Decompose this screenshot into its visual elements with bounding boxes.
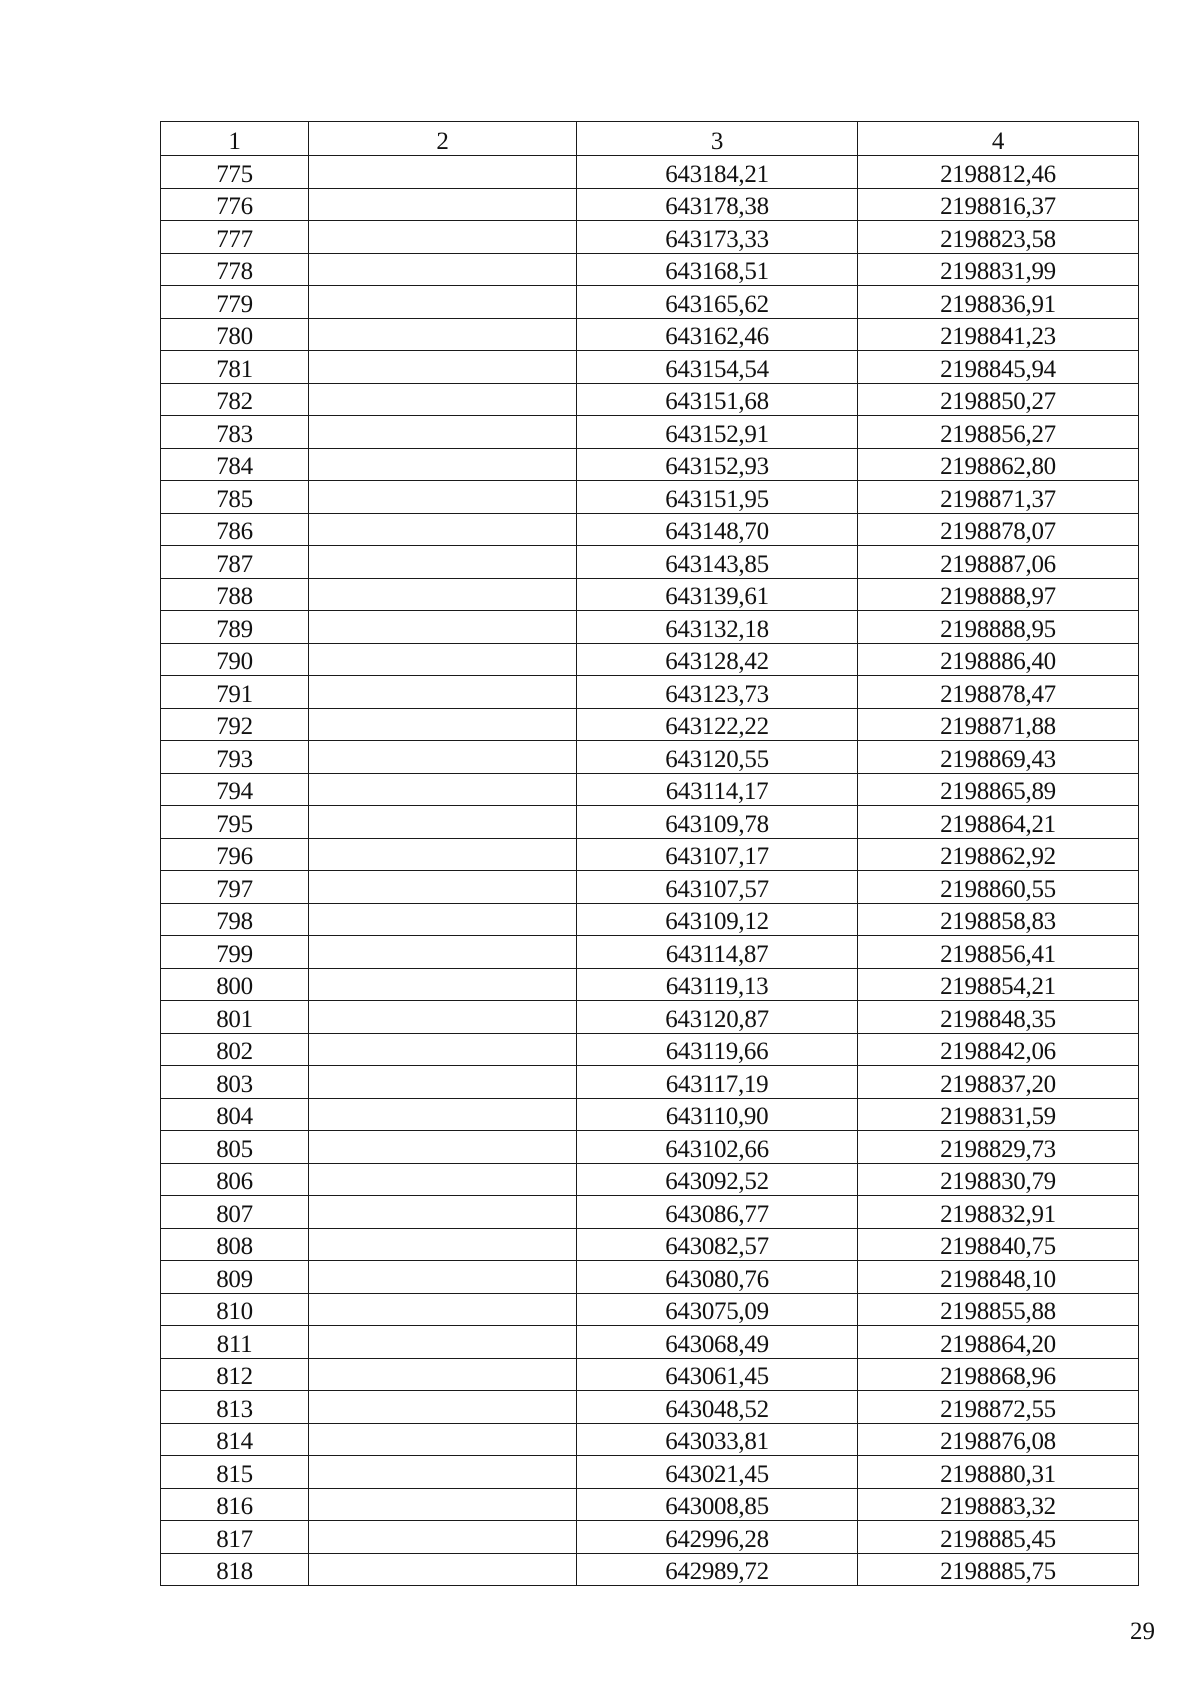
point-number-cell: 791: [161, 676, 309, 709]
y-coordinate-cell: 2198872,55: [858, 1391, 1139, 1424]
table-row: [161, 481, 1139, 514]
table-row: [161, 448, 1139, 481]
blank-cell: [309, 383, 577, 416]
table-row: [161, 1488, 1139, 1521]
blank-cell: [309, 1358, 577, 1391]
y-coordinate-cell: 2198885,75: [858, 1553, 1139, 1586]
x-coordinate-cell: 643184,21: [577, 156, 858, 189]
x-coordinate-cell: 643120,87: [577, 1001, 858, 1034]
blank-cell: [309, 741, 577, 774]
point-number-cell: 776: [161, 188, 309, 221]
point-number-cell: 806: [161, 1163, 309, 1196]
point-number-cell: 816: [161, 1488, 309, 1521]
point-number-cell: 789: [161, 611, 309, 644]
x-coordinate-cell: 643082,57: [577, 1228, 858, 1261]
point-number-cell: 782: [161, 383, 309, 416]
point-number-cell: 786: [161, 513, 309, 546]
x-coordinate-cell: 643080,76: [577, 1261, 858, 1294]
table-row: [161, 1196, 1139, 1229]
y-coordinate-cell: 2198880,31: [858, 1456, 1139, 1489]
y-coordinate-cell: 2198878,47: [858, 676, 1139, 709]
point-number-cell: 794: [161, 773, 309, 806]
table-row: [161, 1293, 1139, 1326]
table-row: [161, 416, 1139, 449]
y-coordinate-cell: 2198860,55: [858, 871, 1139, 904]
table-row: [161, 1423, 1139, 1456]
y-coordinate-cell: 2198862,80: [858, 448, 1139, 481]
table-row: [161, 708, 1139, 741]
column-header-1: 1: [161, 122, 309, 156]
blank-cell: [309, 773, 577, 806]
point-number-cell: 804: [161, 1098, 309, 1131]
point-number-cell: 805: [161, 1131, 309, 1164]
blank-cell: [309, 968, 577, 1001]
table-header: [161, 122, 1139, 156]
column-header-3: 3: [577, 122, 858, 156]
blank-cell: [309, 1423, 577, 1456]
y-coordinate-cell: 2198856,27: [858, 416, 1139, 449]
point-number-cell: 792: [161, 708, 309, 741]
x-coordinate-cell: 643048,52: [577, 1391, 858, 1424]
blank-cell: [309, 1553, 577, 1586]
y-coordinate-cell: 2198830,79: [858, 1163, 1139, 1196]
y-coordinate-cell: 2198878,07: [858, 513, 1139, 546]
blank-cell: [309, 318, 577, 351]
y-coordinate-cell: 2198862,92: [858, 838, 1139, 871]
table-row: [161, 546, 1139, 579]
point-number-cell: 811: [161, 1326, 309, 1359]
x-coordinate-cell: 643119,66: [577, 1033, 858, 1066]
table-row: [161, 1163, 1139, 1196]
x-coordinate-cell: 643120,55: [577, 741, 858, 774]
table-row: [161, 221, 1139, 254]
x-coordinate-cell: 643139,61: [577, 578, 858, 611]
x-coordinate-cell: 643119,13: [577, 968, 858, 1001]
x-coordinate-cell: 643008,85: [577, 1488, 858, 1521]
x-coordinate-cell: 643061,45: [577, 1358, 858, 1391]
coordinates-table: [160, 121, 1139, 1586]
blank-cell: [309, 1033, 577, 1066]
y-coordinate-cell: 2198829,73: [858, 1131, 1139, 1164]
point-number-cell: 787: [161, 546, 309, 579]
table-row: [161, 1098, 1139, 1131]
point-number-cell: 778: [161, 253, 309, 286]
table-row: [161, 1228, 1139, 1261]
x-coordinate-cell: 643148,70: [577, 513, 858, 546]
blank-cell: [309, 1326, 577, 1359]
y-coordinate-cell: 2198864,20: [858, 1326, 1139, 1359]
blank-cell: [309, 416, 577, 449]
table-row: [161, 578, 1139, 611]
blank-cell: [309, 448, 577, 481]
point-number-cell: 785: [161, 481, 309, 514]
y-coordinate-cell: 2198886,40: [858, 643, 1139, 676]
table-row: [161, 513, 1139, 546]
point-number-cell: 796: [161, 838, 309, 871]
blank-cell: [309, 1196, 577, 1229]
x-coordinate-cell: 643117,19: [577, 1066, 858, 1099]
y-coordinate-cell: 2198832,91: [858, 1196, 1139, 1229]
x-coordinate-cell: 643102,66: [577, 1131, 858, 1164]
point-number-cell: 809: [161, 1261, 309, 1294]
blank-cell: [309, 481, 577, 514]
x-coordinate-cell: 643107,57: [577, 871, 858, 904]
point-number-cell: 793: [161, 741, 309, 774]
page-number: 29: [1130, 1618, 1155, 1645]
x-coordinate-cell: 643173,33: [577, 221, 858, 254]
y-coordinate-cell: 2198871,88: [858, 708, 1139, 741]
x-coordinate-cell: 643109,78: [577, 806, 858, 839]
table-row: [161, 1261, 1139, 1294]
blank-cell: [309, 1261, 577, 1294]
table-row: [161, 1521, 1139, 1554]
y-coordinate-cell: 2198887,06: [858, 546, 1139, 579]
table-row: [161, 838, 1139, 871]
point-number-cell: 798: [161, 903, 309, 936]
table-row: [161, 188, 1139, 221]
blank-cell: [309, 546, 577, 579]
y-coordinate-cell: 2198836,91: [858, 286, 1139, 319]
x-coordinate-cell: 642989,72: [577, 1553, 858, 1586]
table-row: [161, 1553, 1139, 1586]
y-coordinate-cell: 2198831,59: [858, 1098, 1139, 1131]
y-coordinate-cell: 2198848,35: [858, 1001, 1139, 1034]
table-row: [161, 253, 1139, 286]
point-number-cell: 807: [161, 1196, 309, 1229]
table-row: [161, 351, 1139, 384]
y-coordinate-cell: 2198850,27: [858, 383, 1139, 416]
x-coordinate-cell: 643110,90: [577, 1098, 858, 1131]
y-coordinate-cell: 2198812,46: [858, 156, 1139, 189]
point-number-cell: 803: [161, 1066, 309, 1099]
table-row: [161, 1326, 1139, 1359]
blank-cell: [309, 1131, 577, 1164]
x-coordinate-cell: 643162,46: [577, 318, 858, 351]
y-coordinate-cell: 2198840,75: [858, 1228, 1139, 1261]
blank-cell: [309, 1391, 577, 1424]
x-coordinate-cell: 643122,22: [577, 708, 858, 741]
blank-cell: [309, 1488, 577, 1521]
blank-cell: [309, 578, 577, 611]
point-number-cell: 788: [161, 578, 309, 611]
y-coordinate-cell: 2198868,96: [858, 1358, 1139, 1391]
blank-cell: [309, 286, 577, 319]
x-coordinate-cell: 643109,12: [577, 903, 858, 936]
x-coordinate-cell: 643075,09: [577, 1293, 858, 1326]
table-row: [161, 936, 1139, 969]
table-row: [161, 1358, 1139, 1391]
y-coordinate-cell: 2198841,23: [858, 318, 1139, 351]
point-number-cell: 795: [161, 806, 309, 839]
y-coordinate-cell: 2198858,83: [858, 903, 1139, 936]
y-coordinate-cell: 2198883,32: [858, 1488, 1139, 1521]
blank-cell: [309, 1163, 577, 1196]
blank-cell: [309, 1293, 577, 1326]
blank-cell: [309, 806, 577, 839]
table-row: [161, 1066, 1139, 1099]
point-number-cell: 817: [161, 1521, 309, 1554]
blank-cell: [309, 643, 577, 676]
x-coordinate-cell: 643151,68: [577, 383, 858, 416]
point-number-cell: 808: [161, 1228, 309, 1261]
table-row: [161, 773, 1139, 806]
point-number-cell: 779: [161, 286, 309, 319]
x-coordinate-cell: 642996,28: [577, 1521, 858, 1554]
table-row: [161, 643, 1139, 676]
table-row: [161, 383, 1139, 416]
y-coordinate-cell: 2198865,89: [858, 773, 1139, 806]
point-number-cell: 813: [161, 1391, 309, 1424]
point-number-cell: 797: [161, 871, 309, 904]
x-coordinate-cell: 643152,93: [577, 448, 858, 481]
y-coordinate-cell: 2198876,08: [858, 1423, 1139, 1456]
x-coordinate-cell: 643021,45: [577, 1456, 858, 1489]
y-coordinate-cell: 2198831,99: [858, 253, 1139, 286]
x-coordinate-cell: 643178,38: [577, 188, 858, 221]
x-coordinate-cell: 643114,17: [577, 773, 858, 806]
point-number-cell: 801: [161, 1001, 309, 1034]
table-row: [161, 968, 1139, 1001]
blank-cell: [309, 513, 577, 546]
y-coordinate-cell: 2198864,21: [858, 806, 1139, 839]
blank-cell: [309, 838, 577, 871]
table-row: [161, 1001, 1139, 1034]
x-coordinate-cell: 643033,81: [577, 1423, 858, 1456]
blank-cell: [309, 936, 577, 969]
table-row: [161, 1391, 1139, 1424]
blank-cell: [309, 1228, 577, 1261]
table-row: [161, 1131, 1139, 1164]
x-coordinate-cell: 643068,49: [577, 1326, 858, 1359]
blank-cell: [309, 1066, 577, 1099]
y-coordinate-cell: 2198855,88: [858, 1293, 1139, 1326]
y-coordinate-cell: 2198856,41: [858, 936, 1139, 969]
column-header-2: 2: [309, 122, 577, 156]
table-row: [161, 903, 1139, 936]
point-number-cell: 777: [161, 221, 309, 254]
table-row: [161, 286, 1139, 319]
blank-cell: [309, 903, 577, 936]
point-number-cell: 775: [161, 156, 309, 189]
x-coordinate-cell: 643086,77: [577, 1196, 858, 1229]
blank-cell: [309, 1521, 577, 1554]
blank-cell: [309, 676, 577, 709]
point-number-cell: 784: [161, 448, 309, 481]
point-number-cell: 802: [161, 1033, 309, 1066]
blank-cell: [309, 253, 577, 286]
x-coordinate-cell: 643143,85: [577, 546, 858, 579]
point-number-cell: 799: [161, 936, 309, 969]
point-number-cell: 790: [161, 643, 309, 676]
y-coordinate-cell: 2198888,97: [858, 578, 1139, 611]
y-coordinate-cell: 2198816,37: [858, 188, 1139, 221]
x-coordinate-cell: 643114,87: [577, 936, 858, 969]
blank-cell: [309, 351, 577, 384]
point-number-cell: 810: [161, 1293, 309, 1326]
point-number-cell: 781: [161, 351, 309, 384]
x-coordinate-cell: 643151,95: [577, 481, 858, 514]
table-row: [161, 611, 1139, 644]
x-coordinate-cell: 643165,62: [577, 286, 858, 319]
table-body: [161, 156, 1139, 1586]
column-header-4: 4: [858, 122, 1139, 156]
table-row: [161, 871, 1139, 904]
blank-cell: [309, 871, 577, 904]
y-coordinate-cell: 2198854,21: [858, 968, 1139, 1001]
y-coordinate-cell: 2198837,20: [858, 1066, 1139, 1099]
blank-cell: [309, 1456, 577, 1489]
table-row: [161, 676, 1139, 709]
x-coordinate-cell: 643092,52: [577, 1163, 858, 1196]
y-coordinate-cell: 2198823,58: [858, 221, 1139, 254]
table-row: [161, 156, 1139, 189]
table-row: [161, 1033, 1139, 1066]
point-number-cell: 800: [161, 968, 309, 1001]
x-coordinate-cell: 643132,18: [577, 611, 858, 644]
y-coordinate-cell: 2198845,94: [858, 351, 1139, 384]
table-row: [161, 318, 1139, 351]
blank-cell: [309, 188, 577, 221]
y-coordinate-cell: 2198848,10: [858, 1261, 1139, 1294]
point-number-cell: 818: [161, 1553, 309, 1586]
blank-cell: [309, 221, 577, 254]
y-coordinate-cell: 2198885,45: [858, 1521, 1139, 1554]
header-row: [161, 122, 1139, 156]
y-coordinate-cell: 2198869,43: [858, 741, 1139, 774]
y-coordinate-cell: 2198871,37: [858, 481, 1139, 514]
point-number-cell: 814: [161, 1423, 309, 1456]
y-coordinate-cell: 2198888,95: [858, 611, 1139, 644]
point-number-cell: 780: [161, 318, 309, 351]
x-coordinate-cell: 643107,17: [577, 838, 858, 871]
point-number-cell: 783: [161, 416, 309, 449]
x-coordinate-cell: 643123,73: [577, 676, 858, 709]
point-number-cell: 815: [161, 1456, 309, 1489]
x-coordinate-cell: 643152,91: [577, 416, 858, 449]
table-row: [161, 1456, 1139, 1489]
x-coordinate-cell: 643128,42: [577, 643, 858, 676]
x-coordinate-cell: 643154,54: [577, 351, 858, 384]
blank-cell: [309, 708, 577, 741]
point-number-cell: 812: [161, 1358, 309, 1391]
table-row: [161, 741, 1139, 774]
blank-cell: [309, 156, 577, 189]
table-row: [161, 806, 1139, 839]
y-coordinate-cell: 2198842,06: [858, 1033, 1139, 1066]
x-coordinate-cell: 643168,51: [577, 253, 858, 286]
blank-cell: [309, 611, 577, 644]
blank-cell: [309, 1001, 577, 1034]
blank-cell: [309, 1098, 577, 1131]
